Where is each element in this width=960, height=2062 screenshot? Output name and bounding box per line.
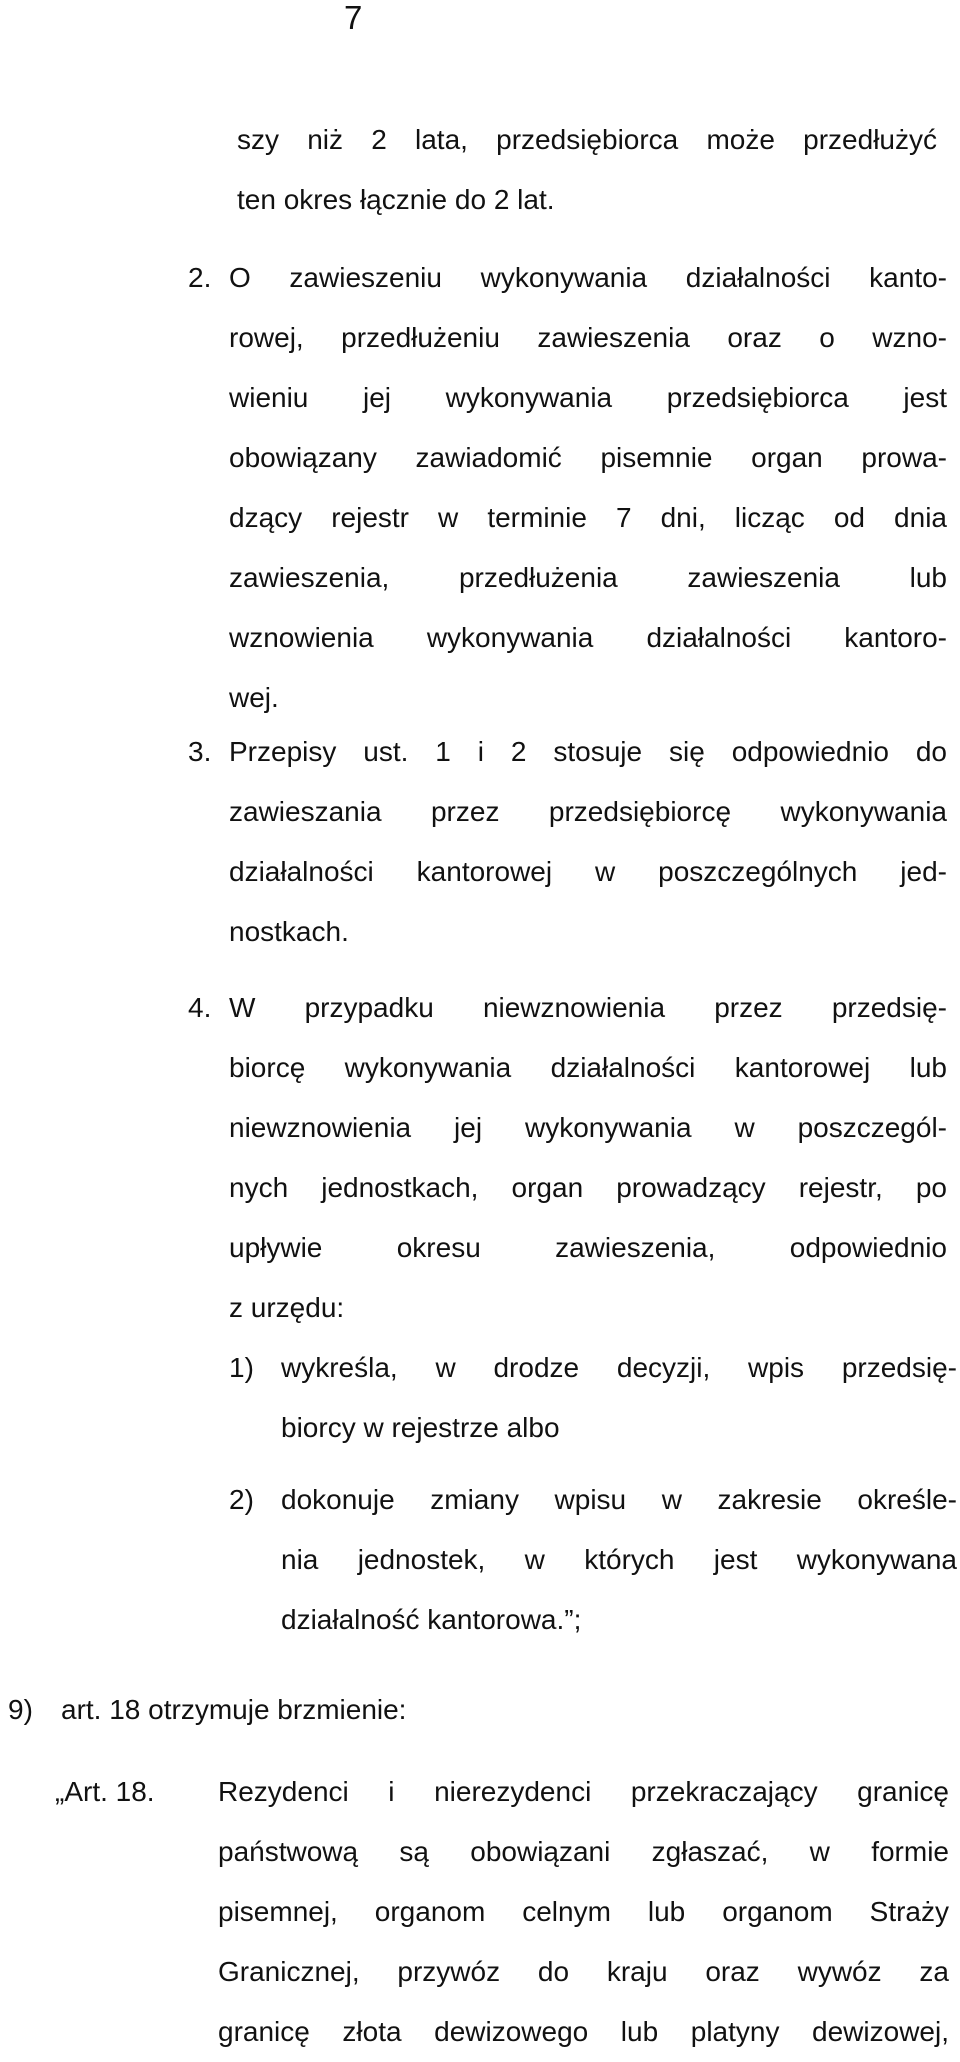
paragraph-number: 4. [188,992,212,1023]
text-line: obowiązany zawiadomić pisemnie organ prowa- [229,442,947,473]
paragraph-number: 2. [188,262,212,293]
text-line: biorcy w rejestrze albo [281,1412,560,1443]
continuation-paragraph [237,110,937,230]
text-line: z urzędu: [229,1292,345,1323]
paragraph-body [229,248,947,728]
item-body [281,1338,957,1458]
text-line: biorcę wykonywania działalności kantorowej lub [229,1052,947,1083]
text-line: rowej, przedłużeniu zawieszenia oraz o wzno- [229,322,947,353]
text-line: dokonuje zmiany wpisu w zakresie określe- [281,1484,957,1515]
text-line: wykreśla, w drodze decyzji, wpis przedsię- [281,1352,957,1383]
text-line: wieniu jej wykonywania przedsiębiorca jest [229,382,947,413]
text-line: pisemnej, organom celnym lub organom Straży [218,1896,949,1927]
text-line: Granicznej, przywóz do kraju oraz wywóz za [218,1956,949,1987]
point-text: art. 18 otrzymuje brzmienie: [61,1694,407,1725]
article-body [218,1762,949,2062]
item-number: 1) [229,1352,254,1383]
text-line: Przepisy ust. 1 i 2 stosuje się odpowiednio do [229,736,947,767]
text-line: O zawieszeniu wykonywania działalności kanto- [229,262,947,293]
text-line: zawieszania przez przedsiębiorcę wykonywania [229,796,947,827]
text-line: szy niż 2 lata, przedsiębiorca może przedłużyć [237,124,937,155]
text-line: ten okres łącznie do 2 lat. [237,184,555,215]
point-number: 9) [8,1694,33,1725]
paragraph-body [229,722,947,962]
text-line: nych jednostkach, organ prowadzący rejestr, po [229,1172,947,1203]
text-line: zawieszenia, przedłużenia zawieszenia lub [229,562,947,593]
text-line: upływie okresu zawieszenia, odpowiednio [229,1232,947,1263]
text-line: Rezydenci i nierezydenci przekraczający granicę [218,1776,949,1807]
text-line: działalności kantorowej w poszczególnych jed- [229,856,947,887]
article-label: „Art. 18. [55,1776,155,1807]
page-number: 7 [344,0,363,36]
text-line: nostkach. [229,916,349,947]
text-line: działalność kantorowa.”; [281,1604,582,1635]
text-line: nia jednostek, w których jest wykonywana [281,1544,957,1575]
item-number: 2) [229,1484,254,1515]
item-body [281,1470,957,1650]
text-line: granicę złota dewizowego lub platyny dewizowej, [218,2016,949,2047]
text-line: wej. [229,682,279,713]
paragraph-body [229,978,947,1338]
text-line: dzący rejestr w terminie 7 dni, licząc od dnia [229,502,947,533]
text-line: W przypadku niewznowienia przez przedsię- [229,992,947,1023]
paragraph-number: 3. [188,736,212,767]
text-line: niewznowienia jej wykonywania w poszczegól- [229,1112,947,1143]
text-line: wznowienia wykonywania działalności kantoro- [229,622,947,653]
text-line: państwową są obowiązani zgłaszać, w formie [218,1836,949,1867]
